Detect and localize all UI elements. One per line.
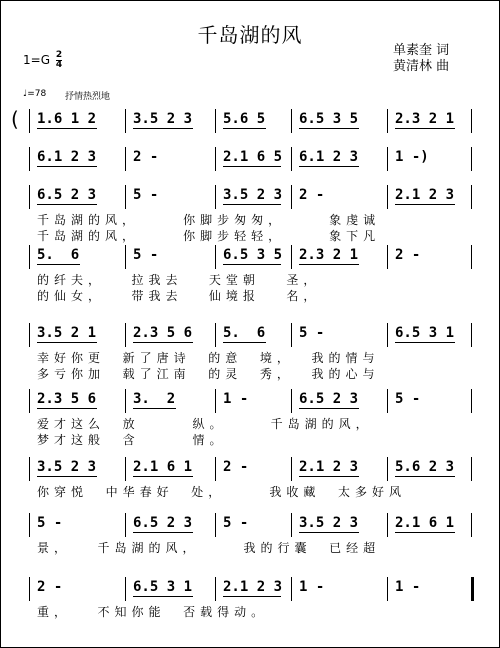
beam-line: [37, 342, 97, 343]
bar-line: [125, 185, 126, 209]
tempo-marking: ♩=78: [23, 89, 47, 99]
measure-notes: 1.6 1 2: [37, 111, 97, 127]
beam-line: [223, 166, 281, 167]
bar-line: [291, 457, 292, 481]
measure-notes: 2 -: [37, 579, 63, 595]
bar-line: [29, 185, 30, 209]
lyric-line: 梦才这般 含 情。: [37, 433, 227, 447]
bar-line: [215, 457, 216, 481]
measure-notes: 2 -: [299, 187, 325, 203]
bar-line: [291, 245, 292, 269]
beam-line: [37, 128, 97, 129]
lyric-line: 千岛湖的风， 你脚步匆匆， 象虔诚: [37, 213, 381, 227]
measure-notes: 6.1 2 3: [299, 149, 359, 165]
song-title: 千岛湖的风: [197, 23, 303, 47]
beam-line: [37, 204, 97, 205]
measure-notes: 5.6 2 3: [395, 459, 455, 475]
beam-line: [133, 476, 193, 477]
beam-line: [37, 264, 80, 265]
beam-line: [37, 166, 97, 167]
bar-line: [125, 147, 126, 171]
measure-notes: 2.3 2 1: [299, 247, 359, 263]
time-signature: [56, 51, 62, 70]
beam-line: [37, 408, 97, 409]
beam-line: [299, 532, 359, 533]
bar-line: [387, 389, 388, 413]
lyricist-credit: 单素奎 词: [393, 43, 450, 58]
measure-notes: 2.1 2 3: [395, 187, 455, 203]
bar-line: [387, 513, 388, 537]
beam-line: [223, 264, 281, 265]
bar-line: [125, 389, 126, 413]
measure-notes: 6.5 3 1: [395, 325, 455, 341]
beam-line: [223, 128, 266, 129]
bar-line: [387, 577, 388, 601]
measure-notes: 5. 6: [37, 247, 80, 263]
bar-line: [291, 147, 292, 171]
bar-line: [125, 513, 126, 537]
beam-line: [133, 408, 176, 409]
bar-line: [29, 147, 30, 171]
bar-line: [387, 245, 388, 269]
lyric-line: 千岛湖的风， 你脚步轻轻， 象下凡: [37, 229, 381, 243]
beam-line: [395, 532, 455, 533]
beam-line: [37, 476, 97, 477]
measure-notes: 3.5 2 3: [223, 187, 283, 203]
bar-line: [291, 513, 292, 537]
measure-notes: 5.6 5: [223, 111, 266, 127]
measure-notes: 3.5 2 1: [37, 325, 97, 341]
bar-line: [215, 389, 216, 413]
measure-notes: 2.3 5 6: [133, 325, 193, 341]
measure-notes: 1 -: [395, 579, 421, 595]
measure-notes: 2.1 6 1: [133, 459, 193, 475]
expression-marking: 抒情热烈地: [65, 92, 111, 102]
measure-notes: 2.1 6 1: [395, 515, 455, 531]
lyric-line: 的纤夫， 拉我去 天堂朝 圣，: [37, 273, 321, 287]
bar-line: [471, 577, 474, 601]
beam-line: [299, 166, 359, 167]
bar-line: [471, 457, 472, 481]
lyric-line: 多亏你加 载了江南 的灵 秀， 我的心与: [37, 367, 380, 381]
measure-notes: 5 -: [299, 325, 325, 341]
bar-line: [387, 323, 388, 347]
lyric-line: 爱才这么 放 纵。 千岛湖的风，: [37, 417, 373, 431]
bar-line: [471, 513, 472, 537]
beam-line: [395, 342, 455, 343]
bar-line: [291, 389, 292, 413]
beam-line: [133, 532, 193, 533]
lyric-line: 重， 不知你能 否载得动。: [37, 605, 269, 619]
measure-notes: 6.5 3 5: [299, 111, 359, 127]
measure-notes: 6.5 3 1: [133, 579, 193, 595]
measure-notes: 3.5 2 3: [133, 111, 193, 127]
bar-line: [29, 457, 30, 481]
measure-notes: 5 -: [37, 515, 63, 531]
measure-notes: 2.1 2 3: [299, 459, 359, 475]
bar-line: [291, 185, 292, 209]
measure-notes: 5. 6: [223, 325, 266, 341]
bar-line: [125, 109, 126, 133]
bar-line: [471, 245, 472, 269]
bar-line: [29, 245, 30, 269]
beam-line: [299, 476, 359, 477]
beam-line: [133, 596, 193, 597]
bar-line: [215, 185, 216, 209]
bar-line: [387, 147, 388, 171]
bar-line: [387, 109, 388, 133]
measure-notes: 2 -: [395, 247, 421, 263]
measure-notes: 5 -: [395, 391, 421, 407]
bar-line: [215, 513, 216, 537]
bar-line: [215, 245, 216, 269]
measure-notes: 2.1 2 3: [223, 579, 283, 595]
bar-line: [471, 389, 472, 413]
beam-line: [223, 596, 281, 597]
bar-line: [29, 513, 30, 537]
lyric-line: 你穿悦 中华春好 处， 我收藏 太多好风: [37, 485, 406, 499]
bar-line: [125, 245, 126, 269]
measure-notes: 3.5 2 3: [299, 515, 359, 531]
bar-line: [29, 109, 30, 133]
bar-line: [291, 109, 292, 133]
bar-line: [29, 323, 30, 347]
measure-notes: 1 -: [223, 391, 249, 407]
bar-line: [215, 109, 216, 133]
bar-line: [215, 323, 216, 347]
measure-notes: 2.3 2 1: [395, 111, 455, 127]
measure-notes: 6.5 2 3: [133, 515, 193, 531]
bar-line: [471, 185, 472, 209]
composer-credit: 黄清林 曲: [393, 59, 450, 74]
bar-line: [125, 323, 126, 347]
measure-notes: 2.1 6 5: [223, 149, 283, 165]
measure-notes: 6.5 2 3: [37, 187, 97, 203]
bar-line: [215, 577, 216, 601]
measure-notes: 5 -: [133, 187, 159, 203]
key-signature: [23, 51, 62, 70]
open-paren: (: [11, 107, 19, 131]
measure-notes: 3. 2: [133, 391, 176, 407]
measure-notes: 5 -: [223, 515, 249, 531]
measure-notes: 1 -: [299, 579, 325, 595]
measure-notes: 2.3 5 6: [37, 391, 97, 407]
time-numerator: 2: [55, 50, 63, 60]
credits: [393, 43, 449, 75]
lyric-line: 景， 千岛湖的风， 我的行囊 已经超: [37, 541, 381, 555]
bar-line: [29, 577, 30, 601]
beam-line: [223, 204, 281, 205]
beam-line: [133, 342, 193, 343]
beam-line: [133, 128, 193, 129]
bar-line: [29, 389, 30, 413]
bar-line: [471, 109, 472, 133]
beam-line: [299, 128, 359, 129]
time-denominator: 4: [55, 60, 63, 70]
bar-line: [387, 457, 388, 481]
bar-line: [291, 323, 292, 347]
lyric-line: 幸好你更 新了唐诗 的意 境， 我的情与: [37, 351, 380, 365]
beam-line: [223, 342, 266, 343]
beam-line: [299, 408, 359, 409]
measure-notes: 3.5 2 3: [37, 459, 97, 475]
measure-notes: 6.5 3 5: [223, 247, 283, 263]
bar-line: [125, 577, 126, 601]
measure-notes: 2 -: [223, 459, 249, 475]
bar-line: [387, 185, 388, 209]
beam-line: [299, 264, 359, 265]
measure-notes: 6.1 2 3: [37, 149, 97, 165]
lyric-line: 的仙女， 带我去 仙境报 名，: [37, 289, 321, 303]
beam-line: [395, 128, 455, 129]
measure-notes: 6.5 2 3: [299, 391, 359, 407]
measure-notes: 2 -: [133, 149, 159, 165]
measure-notes: 1 -): [395, 149, 429, 165]
bar-line: [215, 147, 216, 171]
bar-line: [125, 457, 126, 481]
bar-line: [471, 147, 472, 171]
key-text: 1=G: [23, 53, 50, 67]
measure-notes: 5 -: [133, 247, 159, 263]
beam-line: [395, 204, 455, 205]
beam-line: [395, 476, 455, 477]
bar-line: [471, 323, 472, 347]
bar-line: [291, 577, 292, 601]
